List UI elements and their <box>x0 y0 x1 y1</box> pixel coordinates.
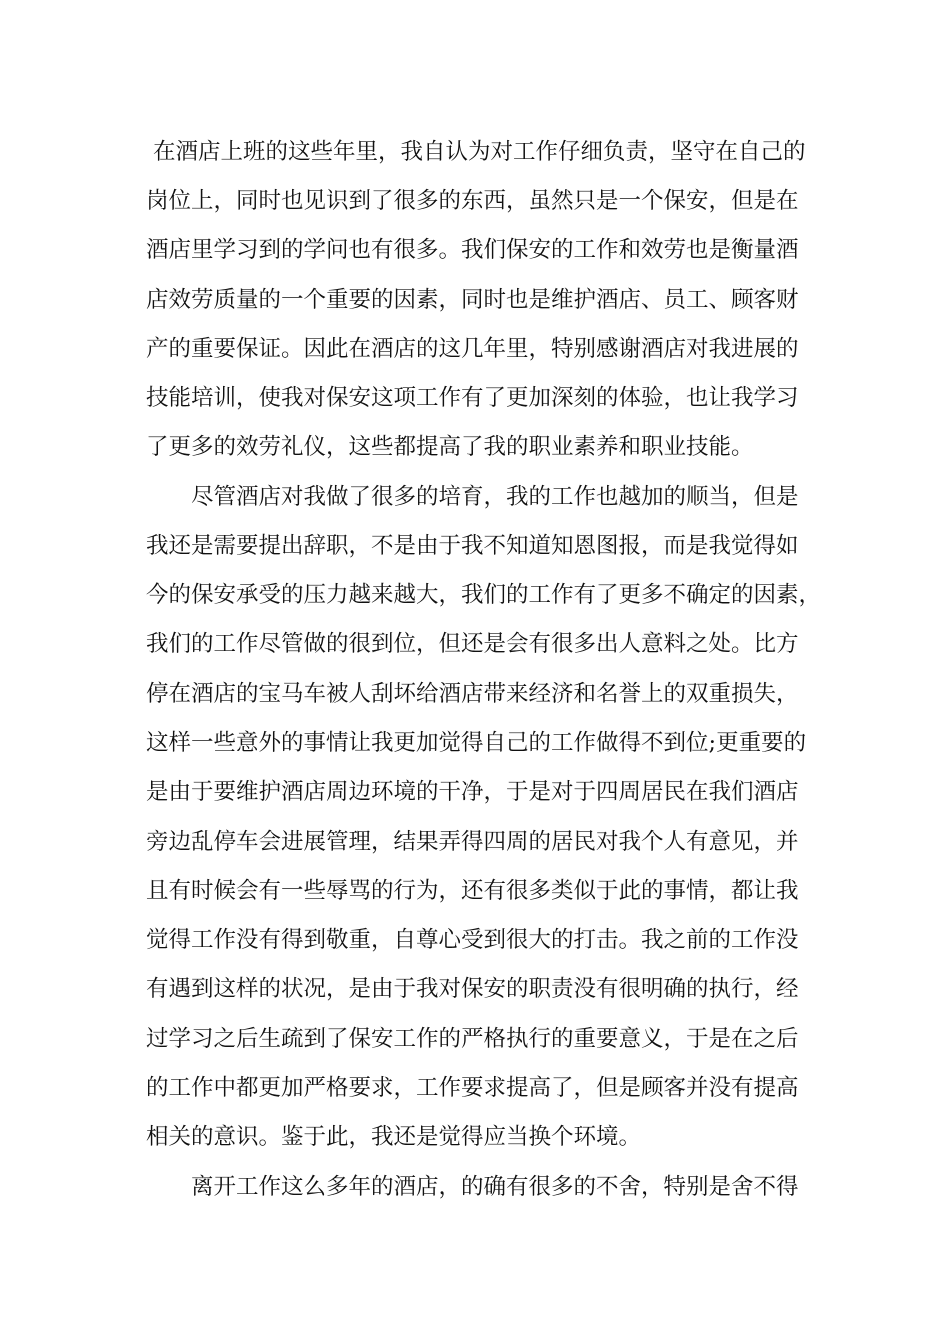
paragraph-3-line-1: 离开工作这么多年的酒店，的确有很多的不舍，特别是舍不得 <box>191 1174 799 1200</box>
paragraph-1-line-2: 岗位上，同时也见识到了很多的东西，虽然只是一个保安，但是在 <box>146 188 799 214</box>
paragraph-1-line-4: 店效劳质量的一个重要的因素，同时也是维护酒店、员工、顾客财 <box>146 287 799 313</box>
paragraph-2-line-11: 有遇到这样的状况，是由于我对保安的职责没有很明确的执行，经 <box>146 976 799 1002</box>
paragraph-2-line-14: 相关的意识。鉴于此，我还是觉得应当换个环境。 <box>146 1124 642 1150</box>
paragraph-2-line-3: 今的保安承受的压力越来越大，我们的工作有了更多不确定的因素， <box>146 582 822 608</box>
paragraph-2-line-10: 觉得工作没有得到敬重，自尊心受到很大的打击。我之前的工作没 <box>146 927 799 953</box>
paragraph-2-line-8: 旁边乱停车会进展管理，结果弄得四周的居民对我个人有意见，并 <box>146 829 799 855</box>
paragraph-1-line-5: 产的重要保证。因此在酒店的这几年里，特别感谢酒店对我进展的 <box>146 336 799 362</box>
paragraph-1-line-3: 酒店里学习到的学问也有很多。我们保安的工作和效劳也是衡量酒 <box>146 237 799 263</box>
paragraph-2-line-1: 尽管酒店对我做了很多的培育，我的工作也越加的顺当，但是 <box>191 484 799 510</box>
paragraph-2-line-5: 停在酒店的宝马车被人刮坏给酒店带来经济和名誉上的双重损失， <box>146 681 799 707</box>
paragraph-2-line-2: 我还是需要提出辞职，不是由于我不知道知恩图报，而是我觉得如 <box>146 533 799 559</box>
paragraph-1-line-6: 技能培训，使我对保安这项工作有了更加深刻的体验，也让我学习 <box>146 385 799 411</box>
paragraph-1-line-1: 在酒店上班的这些年里，我自认为对工作仔细负责，坚守在自己的 <box>153 139 806 165</box>
paragraph-2-line-13: 的工作中都更加严格要求，工作要求提高了，但是顾客并没有提高 <box>146 1075 799 1101</box>
paragraph-2-line-6: 这样一些意外的事情让我更加觉得自己的工作做得不到位;更重要的 <box>146 730 807 756</box>
paragraph-1-line-7: 了更多的效劳礼仪，这些都提高了我的职业素养和职业技能。 <box>146 434 754 460</box>
paragraph-2-line-7: 是由于要维护酒店周边环境的干净，于是对于四周居民在我们酒店 <box>146 779 799 805</box>
paragraph-2-line-4: 我们的工作尽管做的很到位，但还是会有很多出人意料之处。比方 <box>146 631 799 657</box>
paragraph-2-line-9: 且有时候会有一些辱骂的行为，还有很多类似于此的事情，都让我 <box>146 878 799 904</box>
paragraph-2-line-12: 过学习之后生疏到了保安工作的严格执行的重要意义，于是在之后 <box>146 1026 799 1052</box>
